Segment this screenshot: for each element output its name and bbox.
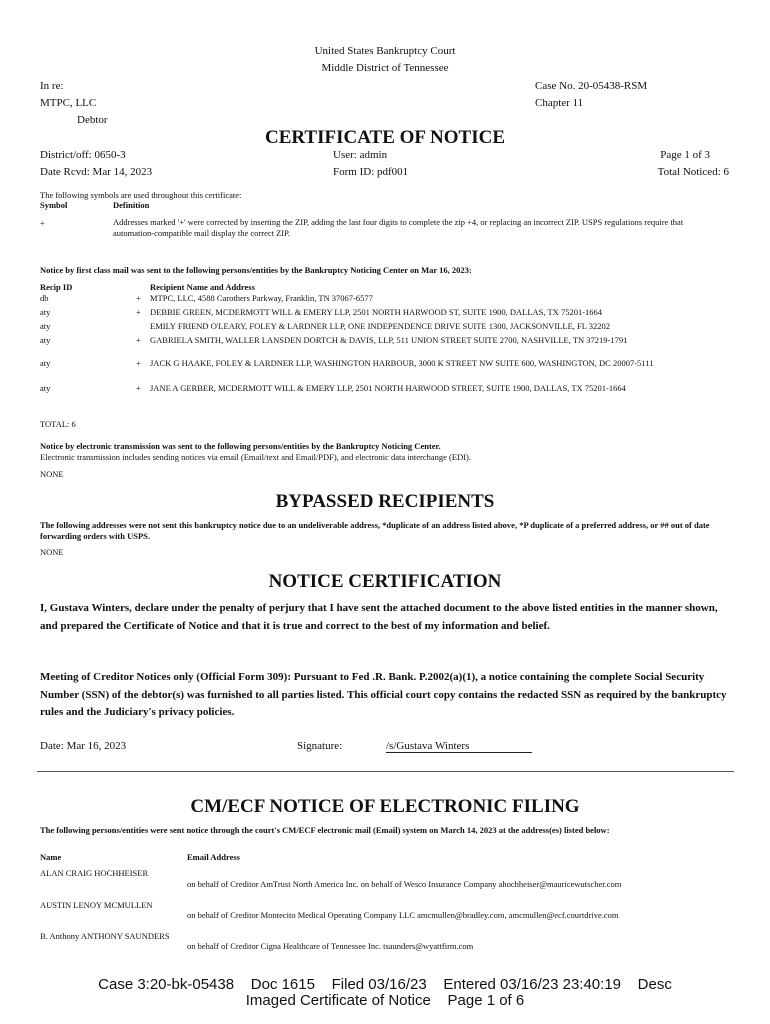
- recip-name-address: JANE A GERBER, MCDERMOTT WILL & EMERY LLP, 2501 NORTH HARWOOD STREET, SUITE 1900, DALLAS, TX 75201-1664: [150, 383, 626, 393]
- recip-id: aty: [40, 335, 51, 345]
- section-divider: [37, 771, 734, 772]
- court-district: Middle District of Tennessee: [321, 62, 449, 74]
- cmecf-text: The following persons/entities were sent notice through the court's CM/ECF electronic mail (Email) system on March 14, 2023 at the address(es) listed below:: [40, 825, 610, 835]
- bypassed-text: The following addresses were not sent this bankruptcy notice due to an undeliverable address, *duplicate of an address listed above, *P duplicate of a preferred address, or ## out of date forwarding orders with USPS.: [40, 520, 710, 541]
- symbols-intro: The following symbols are used throughout this certificate:: [40, 190, 242, 200]
- signature-value: [386, 740, 532, 753]
- mail-notice-heading: Notice by first class mail was sent to the following persons/entities by the Bankruptcy Noticing Center on Mar 16, 2023:: [40, 265, 472, 275]
- chapter: Chapter 11: [535, 97, 584, 109]
- footer-case-line: Case 3:20-bk-05438 Doc 1615 Filed 03/16/23 Entered 03/16/23 23:40:19 Desc: [98, 976, 672, 993]
- cmecf-recipient-name: AUSTIN LENOY MCMULLEN: [40, 900, 153, 910]
- user: User: admin: [333, 149, 388, 161]
- electronic-notice-subtext: Electronic transmission includes sending notices via email (Email/text and Email/PDF), and electronic data interchange (EDI).: [40, 452, 472, 462]
- recip-id: aty: [40, 321, 51, 331]
- electronic-notice-none: NONE: [40, 469, 64, 479]
- cmecf-col-email: Email Address: [187, 852, 240, 862]
- cmecf-recipient-name: B. Anthony ANTHONY SAUNDERS: [40, 931, 170, 941]
- symbol-plus: +: [40, 218, 45, 228]
- debtor-label: Debtor: [77, 114, 108, 126]
- symbols-col-definition: Definition: [113, 200, 150, 210]
- certification-title: NOTICE CERTIFICATION: [268, 571, 502, 592]
- recip-name-address: DEBBIE GREEN, MCDERMOTT WILL & EMERY LLP, 2501 NORTH HARWOOD ST, SUITE 1900, DALLAS, TX 75201-1664: [150, 307, 603, 317]
- bypassed-none: NONE: [40, 547, 64, 557]
- district-office: District/off: 0650-3: [40, 149, 126, 161]
- recip-mark: +: [136, 335, 141, 345]
- symbol-plus-definition: Addresses marked '+' were corrected by inserting the ZIP, adding the last four digits to complete the zip +4, or replacing an incorrect ZIP. USPS regulations require that automation-compatible mail display the correct ZIP.: [113, 217, 684, 238]
- symbols-col-symbol: Symbol: [40, 200, 68, 210]
- cmecf-col-name: Name: [40, 852, 62, 862]
- recip-mark: +: [136, 307, 141, 317]
- cmecf-recipient-detail: on behalf of Creditor AmTrust North America Inc. on behalf of Wesco Insurance Company ahochheiser@mauricewutscher.com: [187, 879, 622, 889]
- date-received: Date Rcvd: Mar 14, 2023: [40, 166, 153, 178]
- recip-mark: +: [136, 358, 141, 368]
- signature-text: /s/Gustava Winters: [386, 740, 532, 753]
- recip-name-address: GABRIELA SMITH, WALLER LANSDEN DORTCH & DAVIS, LLP, 511 UNION STREET SUITE 2700, NASHVILLE, TN 37219-1791: [150, 335, 628, 345]
- form-id: Form ID: pdf001: [333, 166, 409, 178]
- court-name: United States Bankruptcy Court: [314, 45, 456, 57]
- document-title: CERTIFICATE OF NOTICE: [264, 127, 506, 148]
- certification-date: Date: Mar 16, 2023: [40, 740, 127, 752]
- recip-mark: +: [136, 293, 141, 303]
- case-number: Case No. 20-05438-RSM: [535, 80, 648, 92]
- debtor-name: MTPC, LLC: [40, 97, 97, 109]
- recip-id: aty: [40, 307, 51, 317]
- cmecf-recipient-detail: on behalf of Creditor Cigna Healthcare of Tennessee Inc. tsaunders@wyattfirm.com: [187, 941, 474, 951]
- recip-name-address: EMILY FRIEND O'LEARY, FOLEY & LARDNER LLP, ONE INDEPENDENCE DRIVE SUITE 1300, JACKSONVILLE, FL 32202: [150, 321, 610, 331]
- cmecf-title: CM/ECF NOTICE OF ELECTRONIC FILING: [190, 796, 580, 817]
- bypassed-title: BYPASSED RECIPIENTS: [275, 491, 495, 512]
- recip-name-address: JACK G HAAKE, FOLEY & LARDNER LLP, WASHINGTON HARBOUR, 3000 K STREET NW SUITE 600, WASHINGTON, DC 20007-5111: [150, 358, 654, 368]
- recip-mark: +: [136, 383, 141, 393]
- electronic-notice-heading: Notice by electronic transmission was sent to the following persons/entities by the Bankruptcy Noticing Center.: [40, 441, 441, 451]
- mail-total: TOTAL: 6: [40, 419, 76, 429]
- total-noticed: Total Noticed: 6: [657, 166, 729, 178]
- signature-label: Signature:: [297, 740, 343, 752]
- mail-col-recipient: Recipient Name and Address: [150, 282, 255, 292]
- certification-ssn-statement: Meeting of Creditor Notices only (Official Form 309): Pursuant to Fed .R. Bank. P.2002(a)(1), a notice containing the complete Social Security Number (SSN) of the debtor(s) was furnished to all parties listed. This official court copy contains the redacted SSN as required by the bankruptcy rules and the Judiciary's privacy policies.: [40, 671, 727, 718]
- certification-declaration: I, Gustava Winters, declare under the penalty of perjury that I have sent the attached document to the above listed entities in the manner shown, and prepared the Certificate of Notice and that it is true and correct to the best of my information and belief.: [40, 602, 718, 632]
- recip-id: aty: [40, 383, 51, 393]
- page-indicator: Page 1 of 3: [660, 149, 710, 161]
- footer-certificate-line: Imaged Certificate of Notice Page 1 of 6: [245, 992, 525, 1009]
- recip-id: db: [40, 293, 49, 303]
- cmecf-recipient-name: ALAN CRAIG HOCHHEISER: [40, 868, 149, 878]
- cmecf-recipient-detail: on behalf of Creditor Montecito Medical Operating Company LLC amcmullen@bradley.com, amcmullen@ecf.courtdrive.com: [187, 910, 619, 920]
- mail-col-recip-id: Recip ID: [40, 282, 73, 292]
- recip-name-address: MTPC, LLC, 4588 Carothers Parkway, Franklin, TN 37067-6577: [150, 293, 373, 303]
- in-re-label: In re:: [40, 80, 64, 92]
- recip-id: aty: [40, 358, 51, 368]
